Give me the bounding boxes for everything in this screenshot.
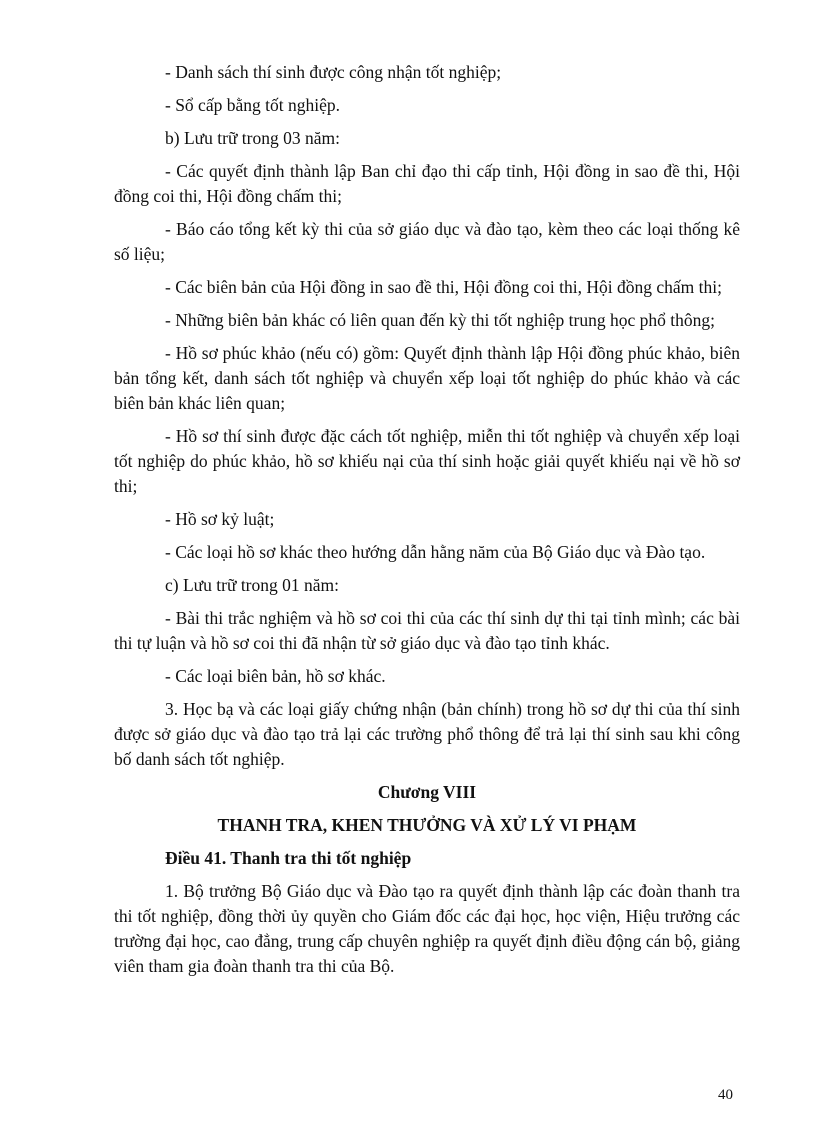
list-item-other-files: - Các loại hồ sơ khác theo hướng dẫn hằng năm của Bộ Giáo dục và Đào tạo. (165, 542, 706, 562)
list-item-diploma-register: - Sổ cấp bằng tốt nghiệp. (165, 95, 340, 115)
paragraph-transcripts: 3. Học bạ và các loại giấy chứng nhận (bản chính) trong hồ sơ dự thi của thí sinh được sở giáo dục và đào tạo trả lại các trường phổ thông để trả lại thí sinh sau khi công bố danh sách tốt nghiệp. (114, 699, 740, 769)
subsection-heading-1-year: c) Lưu trữ trong 01 năm: (165, 575, 340, 595)
chapter-number: Chương VIII (377, 782, 477, 802)
chapter-title: THANH TRA, KHEN THƯỞNG VÀ XỬ LÝ VI PHẠM (217, 815, 637, 835)
list-item-graduation-list: - Danh sách thí sinh được công nhận tốt nghiệp; (165, 62, 502, 82)
list-item-review-files: - Hồ sơ phúc khảo (nếu có) gồm: Quyết định thành lập Hội đồng phúc khảo, biên bản tổng kết, danh sách tốt nghiệp và chuyển xếp loại tốt nghiệp do phúc khảo và các biên bản khác liên quan; (114, 343, 740, 413)
list-item-summary-report: - Báo cáo tổng kết kỳ thi của sở giáo dục và đào tạo, kèm theo các loại thống kê số liệu; (114, 219, 740, 264)
list-item-exemption-files: - Hồ sơ thí sinh được đặc cách tốt nghiệp, miễn thi tốt nghiệp và chuyển xếp loại tốt nghiệp do phúc khảo, hồ sơ khiếu nại của thí sinh hoặc giải quyết khiếu nại về hồ sơ thi; (114, 426, 740, 496)
document-page (114, 60, 740, 979)
list-item-other-minutes-files: - Các loại biên bản, hồ sơ khác. (165, 666, 386, 686)
article-paragraph: 1. Bộ trưởng Bộ Giáo dục và Đào tạo ra quyết định thành lập các đoàn thanh tra thi tốt nghiệp, đồng thời ủy quyền cho Giám đốc các đại học, học viện, Hiệu trưởng các trường đại học, cao đẳng, trung cấp chuyên nghiệp ra quyết định điều động cán bộ, giảng viên tham gia đoàn thanh tra thi của Bộ. (114, 881, 740, 976)
list-item-other-minutes: - Những biên bản khác có liên quan đến kỳ thi tốt nghiệp trung học phổ thông; (165, 310, 715, 330)
list-item-exam-papers: - Bài thi trắc nghiệm và hồ sơ coi thi của các thí sinh dự thi tại tỉnh mình; các bài thi tự luận và hồ sơ coi thi đã nhận từ sở giáo dục và đào tạo tỉnh khác. (114, 608, 740, 653)
subsection-heading-3-years: b) Lưu trữ trong 03 năm: (165, 128, 340, 148)
list-item-discipline-files: - Hồ sơ kỷ luật; (165, 509, 275, 529)
page-number: 40 (718, 1087, 733, 1103)
article-heading: Điều 41. Thanh tra thi tốt nghiệp (165, 848, 412, 868)
list-item-decisions: - Các quyết định thành lập Ban chỉ đạo thi cấp tỉnh, Hội đồng in sao đề thi, Hội đồng coi thi, Hội đồng chấm thi; (114, 161, 740, 206)
list-item-minutes: - Các biên bản của Hội đồng in sao đề thi, Hội đồng coi thi, Hội đồng chấm thi; (165, 277, 722, 297)
